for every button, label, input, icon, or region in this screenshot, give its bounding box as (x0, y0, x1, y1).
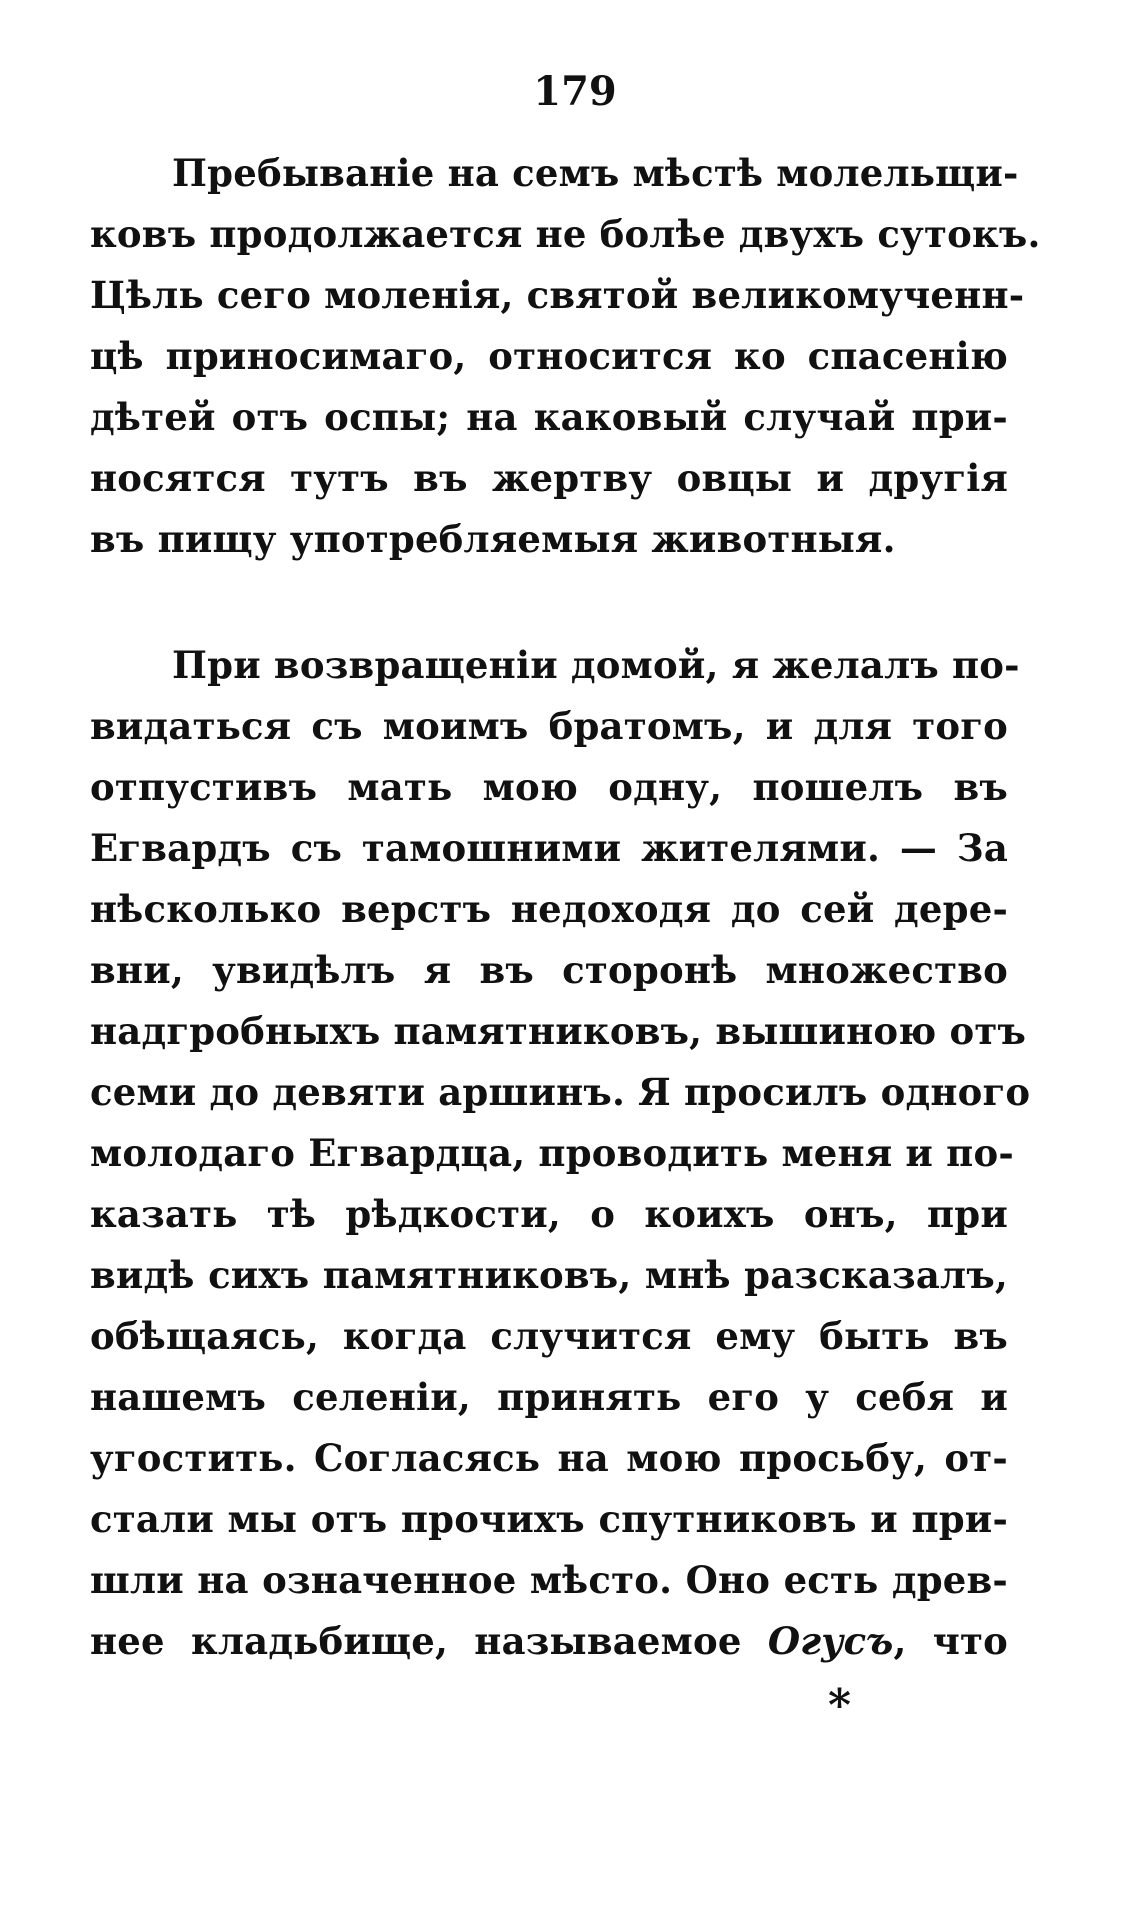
page-number: 179 (533, 68, 617, 115)
text-line: казать тѣ рѣдкости, о коихъ онъ, при (90, 1192, 1008, 1236)
text-line: молодаго Егвардца, проводить меня и по- (90, 1131, 1014, 1175)
text-line: нашемъ селеніи, принять его у себя и (90, 1375, 1008, 1419)
text-line: надгробныхъ памятниковъ, вышиною отъ (90, 1009, 1027, 1053)
text-line: вни, увидѣлъ я въ сторонѣ множество (90, 948, 1008, 992)
paragraph-2 (90, 635, 1031, 1672)
text-line: Цѣль сего моленія, святой великомученн- (90, 273, 1025, 317)
text-line: въ пищу употребляемыя животныя. (90, 517, 896, 561)
text-line: При возвращеніи домой, я желалъ по- (172, 643, 1020, 687)
text-line: шли на означенное мѣсто. Оно есть древ- (90, 1558, 1008, 1602)
text-line: Егвардъ съ тамошними жителями. — За (90, 826, 1008, 870)
text-line-with-italic (90, 1611, 1008, 1672)
text-line: цѣ приносимаго, относится ко спасенію (90, 334, 1008, 378)
text-line: дѣтей отъ оспы; на каковый случай при- (90, 395, 1008, 439)
text-line: стали мы отъ прочихъ спутниковъ и при- (90, 1497, 1008, 1541)
text-line: ковъ продолжается не болѣе двухъ сутокъ. (90, 212, 1041, 256)
text-line: угостить. Согласясь на мою просьбу, от- (90, 1436, 1008, 1480)
text-line: носятся тутъ въ жертву овцы и другія (90, 456, 1008, 500)
footnote-mark: * (828, 1680, 852, 1731)
text-segment: , что (893, 1619, 1008, 1663)
text-segment: нее кладьбище, называемое (90, 1619, 768, 1663)
text-line: обѣщаясь, когда случится ему быть въ (90, 1314, 1008, 1358)
italic-term: Огусъ (767, 1619, 894, 1663)
text-line: отпустивъ мать мою одну, пошелъ въ (90, 765, 1008, 809)
paragraph-1 (90, 143, 1041, 570)
text-line: Пребываніе на семъ мѣстѣ молельщи- (172, 151, 1019, 195)
text-line: нѣсколько верстъ недоходя до сей дере- (90, 887, 1008, 931)
text-line: видаться съ моимъ братомъ, и для того (90, 704, 1008, 748)
text-line: семи до девяти аршинъ. Я просилъ одного (90, 1070, 1031, 1114)
text-line: видѣ сихъ памятниковъ, мнѣ разсказалъ, (90, 1253, 1008, 1297)
